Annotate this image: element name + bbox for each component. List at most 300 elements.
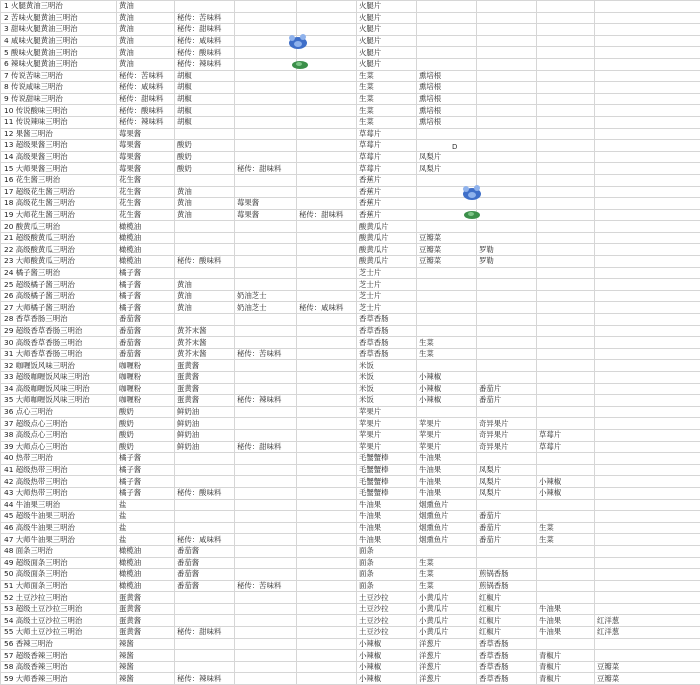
table-cell[interactable]: 香草香肠 bbox=[357, 337, 417, 349]
table-cell[interactable]: 咖喱粉 bbox=[117, 395, 175, 407]
table-cell[interactable]: 胡椒 bbox=[175, 82, 235, 94]
table-cell[interactable] bbox=[297, 557, 357, 569]
table-cell[interactable]: 秘传：甜味料 bbox=[175, 24, 235, 36]
table-cell[interactable] bbox=[477, 453, 537, 465]
table-cell[interactable] bbox=[175, 638, 235, 650]
table-cell[interactable]: 蛋黄酱 bbox=[117, 592, 175, 604]
table-cell[interactable]: 2 苦味火腿黄油三明治 bbox=[1, 12, 117, 24]
table-cell[interactable] bbox=[175, 221, 235, 233]
table-cell[interactable] bbox=[297, 128, 357, 140]
table-cell[interactable]: 烟熏鱼片 bbox=[417, 499, 477, 511]
table-cell[interactable] bbox=[537, 1, 595, 13]
table-cell[interactable] bbox=[297, 256, 357, 268]
table-cell[interactable]: 土豆沙拉 bbox=[357, 603, 417, 615]
table-cell[interactable] bbox=[595, 140, 700, 152]
table-cell[interactable] bbox=[235, 418, 297, 430]
table-cell[interactable]: 酸奶 bbox=[117, 429, 175, 441]
table-cell[interactable]: 咖喱粉 bbox=[117, 372, 175, 384]
table-cell[interactable]: 秘传：辣味料 bbox=[117, 116, 175, 128]
table-cell[interactable]: 香草香肠 bbox=[357, 314, 417, 326]
table-cell[interactable] bbox=[595, 314, 700, 326]
table-cell[interactable]: 苹果片 bbox=[417, 441, 477, 453]
table-cell[interactable] bbox=[235, 464, 297, 476]
table-cell[interactable]: 牛油果 bbox=[417, 487, 477, 499]
table-cell[interactable]: 1 火腿黄油三明治 bbox=[1, 1, 117, 13]
table-cell[interactable]: 秘传：辣味料 bbox=[175, 58, 235, 70]
table-cell[interactable]: 牛油果 bbox=[357, 499, 417, 511]
table-cell[interactable]: 黄油 bbox=[117, 35, 175, 47]
table-cell[interactable]: 橘子酱 bbox=[117, 279, 175, 291]
table-cell[interactable]: 橘子酱 bbox=[117, 290, 175, 302]
table-cell[interactable]: 小辣椒 bbox=[357, 673, 417, 685]
table-cell[interactable]: 芝士片 bbox=[357, 279, 417, 291]
table-cell[interactable]: 秘传：甜味料 bbox=[235, 163, 297, 175]
table-cell[interactable] bbox=[537, 383, 595, 395]
table-cell[interactable]: 橄榄油 bbox=[117, 580, 175, 592]
table-cell[interactable]: 秘传：苦味料 bbox=[117, 70, 175, 82]
table-cell[interactable] bbox=[595, 244, 700, 256]
table-cell[interactable] bbox=[235, 487, 297, 499]
table-cell[interactable] bbox=[537, 128, 595, 140]
table-cell[interactable]: 草莓片 bbox=[357, 163, 417, 175]
table-cell[interactable]: 11 传说辣味三明治 bbox=[1, 116, 117, 128]
table-cell[interactable]: 面条 bbox=[357, 580, 417, 592]
table-cell[interactable]: 生菜 bbox=[537, 534, 595, 546]
table-cell[interactable] bbox=[595, 302, 700, 314]
table-cell[interactable]: 盐 bbox=[117, 522, 175, 534]
table-cell[interactable]: 黄油 bbox=[175, 279, 235, 291]
table-cell[interactable]: 胡椒 bbox=[175, 105, 235, 117]
table-cell[interactable] bbox=[175, 511, 235, 523]
table-cell[interactable] bbox=[235, 105, 297, 117]
table-cell[interactable]: 40 热带三明治 bbox=[1, 453, 117, 465]
table-cell[interactable]: 煎锅香肠 bbox=[477, 580, 537, 592]
table-cell[interactable] bbox=[595, 511, 700, 523]
table-cell[interactable] bbox=[297, 267, 357, 279]
table-cell[interactable] bbox=[477, 70, 537, 82]
table-cell[interactable]: 红椒片 bbox=[477, 615, 537, 627]
table-cell[interactable]: 橘子酱 bbox=[117, 453, 175, 465]
table-cell[interactable] bbox=[297, 372, 357, 384]
table-cell[interactable] bbox=[595, 174, 700, 186]
table-cell[interactable]: 花生酱 bbox=[117, 209, 175, 221]
table-cell[interactable] bbox=[595, 569, 700, 581]
table-cell[interactable]: 13 超级果酱三明治 bbox=[1, 140, 117, 152]
table-cell[interactable] bbox=[175, 314, 235, 326]
table-cell[interactable]: 花生酱 bbox=[117, 186, 175, 198]
table-cell[interactable]: 51 大师面条三明治 bbox=[1, 580, 117, 592]
table-cell[interactable] bbox=[297, 186, 357, 198]
table-cell[interactable] bbox=[537, 93, 595, 105]
table-cell[interactable]: 黄芥末酱 bbox=[175, 325, 235, 337]
table-cell[interactable]: 19 大师花生酱三明治 bbox=[1, 209, 117, 221]
table-cell[interactable] bbox=[235, 557, 297, 569]
table-cell[interactable] bbox=[537, 418, 595, 430]
table-cell[interactable] bbox=[537, 592, 595, 604]
table-cell[interactable]: 米饭 bbox=[357, 360, 417, 372]
table-cell[interactable]: 香草香肠 bbox=[357, 325, 417, 337]
table-cell[interactable]: 面条 bbox=[357, 557, 417, 569]
table-cell[interactable] bbox=[175, 1, 235, 13]
table-cell[interactable] bbox=[297, 232, 357, 244]
table-cell[interactable] bbox=[235, 140, 297, 152]
table-cell[interactable] bbox=[417, 360, 477, 372]
table-cell[interactable]: 豆瓣菜 bbox=[595, 673, 700, 685]
table-cell[interactable] bbox=[595, 592, 700, 604]
table-cell[interactable]: 小辣椒 bbox=[537, 487, 595, 499]
table-cell[interactable] bbox=[417, 325, 477, 337]
table-cell[interactable] bbox=[537, 244, 595, 256]
table-cell[interactable] bbox=[477, 198, 537, 210]
table-cell[interactable] bbox=[595, 522, 700, 534]
table-cell[interactable]: 牛油果 bbox=[537, 615, 595, 627]
table-cell[interactable] bbox=[595, 35, 700, 47]
table-cell[interactable]: 熏培根 bbox=[417, 105, 477, 117]
table-cell[interactable]: 18 高级花生酱三明治 bbox=[1, 198, 117, 210]
table-cell[interactable]: 莓果酱 bbox=[235, 209, 297, 221]
table-cell[interactable] bbox=[595, 1, 700, 13]
table-cell[interactable] bbox=[297, 163, 357, 175]
table-cell[interactable] bbox=[235, 476, 297, 488]
table-cell[interactable]: 7 传说苦味三明治 bbox=[1, 70, 117, 82]
table-cell[interactable] bbox=[175, 615, 235, 627]
table-cell[interactable] bbox=[235, 12, 297, 24]
table-cell[interactable] bbox=[235, 1, 297, 13]
table-cell[interactable]: 熏培根 bbox=[417, 70, 477, 82]
table-cell[interactable] bbox=[297, 279, 357, 291]
table-cell[interactable]: 香草香肠 bbox=[477, 661, 537, 673]
table-cell[interactable]: 小辣椒 bbox=[357, 638, 417, 650]
table-cell[interactable]: 胡椒 bbox=[175, 116, 235, 128]
table-cell[interactable]: 58 高级香辣三明治 bbox=[1, 661, 117, 673]
table-cell[interactable]: 辣酱 bbox=[117, 661, 175, 673]
table-cell[interactable] bbox=[477, 267, 537, 279]
table-cell[interactable] bbox=[595, 418, 700, 430]
table-cell[interactable] bbox=[235, 383, 297, 395]
table-cell[interactable]: 20 酸黄瓜三明治 bbox=[1, 221, 117, 233]
table-cell[interactable] bbox=[477, 1, 537, 13]
table-cell[interactable]: 苹果片 bbox=[357, 418, 417, 430]
table-cell[interactable] bbox=[537, 360, 595, 372]
table-cell[interactable] bbox=[537, 580, 595, 592]
table-cell[interactable]: 火腿片 bbox=[357, 58, 417, 70]
table-cell[interactable] bbox=[297, 545, 357, 557]
table-cell[interactable]: 盐 bbox=[117, 499, 175, 511]
table-cell[interactable] bbox=[417, 12, 477, 24]
table-cell[interactable] bbox=[297, 70, 357, 82]
table-cell[interactable]: 咖喱粉 bbox=[117, 383, 175, 395]
table-cell[interactable]: 毛蟹蟹棒 bbox=[357, 464, 417, 476]
table-cell[interactable] bbox=[477, 82, 537, 94]
table-cell[interactable]: 生菜 bbox=[417, 569, 477, 581]
table-cell[interactable]: 橄榄油 bbox=[117, 569, 175, 581]
table-cell[interactable] bbox=[477, 151, 537, 163]
table-cell[interactable]: 火腿片 bbox=[357, 47, 417, 59]
table-cell[interactable] bbox=[297, 592, 357, 604]
table-cell[interactable] bbox=[595, 12, 700, 24]
table-cell[interactable] bbox=[297, 174, 357, 186]
table-cell[interactable] bbox=[175, 499, 235, 511]
table-cell[interactable]: 芝士片 bbox=[357, 267, 417, 279]
table-cell[interactable] bbox=[297, 360, 357, 372]
table-cell[interactable] bbox=[595, 337, 700, 349]
table-cell[interactable] bbox=[537, 209, 595, 221]
table-cell[interactable] bbox=[477, 12, 537, 24]
table-cell[interactable]: 莓果酱 bbox=[117, 151, 175, 163]
table-cell[interactable] bbox=[235, 511, 297, 523]
table-cell[interactable] bbox=[235, 267, 297, 279]
table-cell[interactable]: 奇异果片 bbox=[477, 418, 537, 430]
table-cell[interactable] bbox=[235, 360, 297, 372]
table-cell[interactable]: 生菜 bbox=[357, 70, 417, 82]
table-cell[interactable]: 熏培根 bbox=[417, 116, 477, 128]
table-cell[interactable]: 鲜奶油 bbox=[175, 429, 235, 441]
table-cell[interactable]: 酸黄瓜片 bbox=[357, 256, 417, 268]
table-cell[interactable]: 黄油 bbox=[175, 186, 235, 198]
table-cell[interactable]: 蛋黄酱 bbox=[175, 372, 235, 384]
table-cell[interactable]: 鲜奶油 bbox=[175, 406, 235, 418]
table-cell[interactable] bbox=[595, 267, 700, 279]
table-cell[interactable]: 55 大师土豆沙拉三明治 bbox=[1, 627, 117, 639]
table-cell[interactable] bbox=[297, 650, 357, 662]
table-cell[interactable]: 酸奶 bbox=[175, 140, 235, 152]
table-cell[interactable] bbox=[477, 499, 537, 511]
table-cell[interactable]: 33 超级咖喱饭风味三明治 bbox=[1, 372, 117, 384]
table-cell[interactable]: 32 咖喱饭风味三明治 bbox=[1, 360, 117, 372]
table-cell[interactable] bbox=[235, 661, 297, 673]
table-cell[interactable]: 14 高级果酱三明治 bbox=[1, 151, 117, 163]
table-cell[interactable]: 香草香肠 bbox=[477, 673, 537, 685]
table-cell[interactable] bbox=[297, 395, 357, 407]
table-cell[interactable]: 秘传：苦味料 bbox=[235, 580, 297, 592]
table-cell[interactable]: 57 超级香辣三明治 bbox=[1, 650, 117, 662]
table-cell[interactable]: 小黄瓜片 bbox=[417, 603, 477, 615]
table-cell[interactable] bbox=[595, 534, 700, 546]
table-cell[interactable]: 黄油 bbox=[117, 47, 175, 59]
table-cell[interactable] bbox=[175, 476, 235, 488]
table-cell[interactable]: 橘子酱 bbox=[117, 464, 175, 476]
table-cell[interactable]: 黄油 bbox=[117, 12, 175, 24]
table-cell[interactable] bbox=[297, 627, 357, 639]
table-cell[interactable]: 胡椒 bbox=[175, 70, 235, 82]
table-cell[interactable] bbox=[297, 638, 357, 650]
table-cell[interactable]: 草莓片 bbox=[357, 128, 417, 140]
table-cell[interactable]: 洋葱片 bbox=[417, 673, 477, 685]
table-cell[interactable] bbox=[297, 615, 357, 627]
table-cell[interactable]: 牛油果 bbox=[357, 522, 417, 534]
table-cell[interactable] bbox=[477, 116, 537, 128]
table-cell[interactable]: 黄芥末酱 bbox=[175, 348, 235, 360]
table-cell[interactable]: 草莓片 bbox=[357, 140, 417, 152]
table-cell[interactable]: 咖喱粉 bbox=[117, 360, 175, 372]
table-cell[interactable]: 酸黄瓜片 bbox=[357, 244, 417, 256]
table-cell[interactable]: 苹果片 bbox=[417, 418, 477, 430]
table-cell[interactable]: 青椒片 bbox=[537, 650, 595, 662]
table-cell[interactable]: 蛋黄酱 bbox=[117, 603, 175, 615]
table-cell[interactable]: 秘传：辣味料 bbox=[175, 673, 235, 685]
table-cell[interactable] bbox=[477, 58, 537, 70]
table-cell[interactable]: 面条 bbox=[357, 569, 417, 581]
table-cell[interactable]: 黄油 bbox=[175, 198, 235, 210]
table-cell[interactable]: 凤梨片 bbox=[477, 464, 537, 476]
table-cell[interactable]: 秘传：苦味料 bbox=[175, 12, 235, 24]
table-cell[interactable]: 苹果片 bbox=[357, 406, 417, 418]
table-cell[interactable] bbox=[537, 47, 595, 59]
table-cell[interactable] bbox=[297, 290, 357, 302]
table-cell[interactable]: 辣酱 bbox=[117, 650, 175, 662]
table-cell[interactable]: 红椒片 bbox=[477, 592, 537, 604]
table-cell[interactable] bbox=[175, 464, 235, 476]
table-cell[interactable]: 罗勒 bbox=[477, 244, 537, 256]
table-cell[interactable] bbox=[537, 557, 595, 569]
table-cell[interactable] bbox=[595, 557, 700, 569]
table-cell[interactable]: 莓果酱 bbox=[117, 163, 175, 175]
table-cell[interactable] bbox=[417, 545, 477, 557]
table-cell[interactable]: 秘传：咸味料 bbox=[117, 82, 175, 94]
table-cell[interactable] bbox=[235, 453, 297, 465]
table-cell[interactable]: 5 酸味火腿黄油三明治 bbox=[1, 47, 117, 59]
table-cell[interactable] bbox=[537, 140, 595, 152]
table-cell[interactable]: 苹果片 bbox=[417, 429, 477, 441]
table-cell[interactable]: 番茄片 bbox=[477, 511, 537, 523]
table-cell[interactable]: 莓果酱 bbox=[117, 128, 175, 140]
table-cell[interactable] bbox=[417, 1, 477, 13]
table-cell[interactable]: 36 点心三明治 bbox=[1, 406, 117, 418]
table-cell[interactable] bbox=[537, 116, 595, 128]
table-cell[interactable]: 秘传：甜味料 bbox=[297, 209, 357, 221]
table-cell[interactable]: 土豆沙拉 bbox=[357, 615, 417, 627]
table-cell[interactable]: 豆瓣菜 bbox=[595, 661, 700, 673]
table-cell[interactable] bbox=[297, 116, 357, 128]
table-cell[interactable] bbox=[595, 429, 700, 441]
table-cell[interactable] bbox=[297, 325, 357, 337]
table-cell[interactable]: 16 花生酱三明治 bbox=[1, 174, 117, 186]
table-cell[interactable]: 红洋葱 bbox=[595, 627, 700, 639]
table-cell[interactable]: 米饭 bbox=[357, 372, 417, 384]
table-cell[interactable] bbox=[417, 406, 477, 418]
table-cell[interactable] bbox=[477, 35, 537, 47]
table-cell[interactable]: 酸奶 bbox=[117, 406, 175, 418]
table-cell[interactable] bbox=[235, 174, 297, 186]
table-cell[interactable] bbox=[235, 256, 297, 268]
table-cell[interactable]: 烟熏鱼片 bbox=[417, 522, 477, 534]
table-cell[interactable] bbox=[595, 290, 700, 302]
table-cell[interactable]: 橘子酱 bbox=[117, 476, 175, 488]
table-cell[interactable] bbox=[297, 569, 357, 581]
table-cell[interactable] bbox=[595, 70, 700, 82]
table-cell[interactable] bbox=[595, 128, 700, 140]
table-cell[interactable]: 番茄酱 bbox=[117, 325, 175, 337]
table-cell[interactable] bbox=[297, 221, 357, 233]
table-cell[interactable] bbox=[297, 383, 357, 395]
table-cell[interactable] bbox=[235, 151, 297, 163]
table-cell[interactable] bbox=[595, 279, 700, 291]
table-cell[interactable]: 小黄瓜片 bbox=[417, 615, 477, 627]
table-cell[interactable]: 橘子酱 bbox=[117, 487, 175, 499]
table-cell[interactable]: 橄榄油 bbox=[117, 244, 175, 256]
table-cell[interactable]: 30 高级香草香肠三明治 bbox=[1, 337, 117, 349]
table-cell[interactable] bbox=[537, 499, 595, 511]
table-cell[interactable]: 牛油果 bbox=[417, 476, 477, 488]
table-cell[interactable]: 橘子酱 bbox=[117, 267, 175, 279]
table-cell[interactable]: 烟熏鱼片 bbox=[417, 534, 477, 546]
table-cell[interactable]: 番茄酱 bbox=[175, 569, 235, 581]
table-cell[interactable]: 39 大师点心三明治 bbox=[1, 441, 117, 453]
table-cell[interactable]: 小黄瓜片 bbox=[417, 592, 477, 604]
table-cell[interactable] bbox=[477, 545, 537, 557]
table-cell[interactable] bbox=[537, 58, 595, 70]
table-cell[interactable] bbox=[537, 545, 595, 557]
table-cell[interactable] bbox=[297, 673, 357, 685]
table-cell[interactable] bbox=[297, 522, 357, 534]
table-cell[interactable]: 草莓片 bbox=[357, 151, 417, 163]
table-cell[interactable] bbox=[417, 314, 477, 326]
table-cell[interactable] bbox=[595, 580, 700, 592]
table-cell[interactable]: 秘传：辣味料 bbox=[235, 395, 297, 407]
table-cell[interactable] bbox=[417, 47, 477, 59]
table-cell[interactable]: 小黄瓜片 bbox=[417, 627, 477, 639]
table-cell[interactable]: 番茄酱 bbox=[117, 337, 175, 349]
table-cell[interactable]: 土豆沙拉 bbox=[357, 627, 417, 639]
table-cell[interactable]: 豆瓣菜 bbox=[417, 232, 477, 244]
table-cell[interactable]: 米饭 bbox=[357, 383, 417, 395]
table-cell[interactable]: 熏培根 bbox=[417, 82, 477, 94]
table-cell[interactable] bbox=[235, 534, 297, 546]
table-cell[interactable] bbox=[235, 673, 297, 685]
table-cell[interactable] bbox=[417, 24, 477, 36]
table-cell[interactable]: 秘传：咸味料 bbox=[297, 302, 357, 314]
table-cell[interactable] bbox=[297, 198, 357, 210]
table-cell[interactable]: 生菜 bbox=[417, 580, 477, 592]
table-cell[interactable] bbox=[595, 151, 700, 163]
table-cell[interactable] bbox=[595, 545, 700, 557]
table-cell[interactable] bbox=[235, 429, 297, 441]
table-cell[interactable]: 34 高级咖喱饭风味三明治 bbox=[1, 383, 117, 395]
table-cell[interactable]: 盐 bbox=[117, 534, 175, 546]
table-cell[interactable] bbox=[537, 24, 595, 36]
table-cell[interactable] bbox=[537, 105, 595, 117]
table-cell[interactable]: 芝士片 bbox=[357, 302, 417, 314]
table-cell[interactable] bbox=[477, 372, 537, 384]
table-cell[interactable] bbox=[297, 464, 357, 476]
table-cell[interactable]: 盐 bbox=[117, 511, 175, 523]
table-cell[interactable]: 25 超级橘子酱三明治 bbox=[1, 279, 117, 291]
table-cell[interactable]: 52 土豆沙拉三明治 bbox=[1, 592, 117, 604]
table-cell[interactable]: 橄榄油 bbox=[117, 557, 175, 569]
table-cell[interactable]: 23 大师酸黄瓜三明治 bbox=[1, 256, 117, 268]
table-cell[interactable]: 鲜奶油 bbox=[175, 441, 235, 453]
table-cell[interactable] bbox=[297, 511, 357, 523]
table-cell[interactable]: 番茄片 bbox=[477, 395, 537, 407]
table-cell[interactable] bbox=[595, 221, 700, 233]
table-cell[interactable] bbox=[477, 232, 537, 244]
table-cell[interactable]: 熏培根 bbox=[417, 93, 477, 105]
table-cell[interactable] bbox=[537, 198, 595, 210]
table-cell[interactable] bbox=[537, 395, 595, 407]
table-cell[interactable]: 酸奶 bbox=[175, 151, 235, 163]
table-cell[interactable] bbox=[477, 279, 537, 291]
table-cell[interactable] bbox=[235, 372, 297, 384]
table-cell[interactable]: 毛蟹蟹棒 bbox=[357, 487, 417, 499]
table-cell[interactable]: 苹果片 bbox=[357, 429, 417, 441]
table-cell[interactable]: 红椒片 bbox=[477, 603, 537, 615]
table-cell[interactable] bbox=[477, 47, 537, 59]
table-cell[interactable]: 毛蟹蟹棒 bbox=[357, 453, 417, 465]
table-cell[interactable]: 毛蟹蟹棒 bbox=[357, 476, 417, 488]
table-cell[interactable] bbox=[297, 314, 357, 326]
table-cell[interactable] bbox=[297, 151, 357, 163]
table-cell[interactable]: 花生酱 bbox=[117, 198, 175, 210]
